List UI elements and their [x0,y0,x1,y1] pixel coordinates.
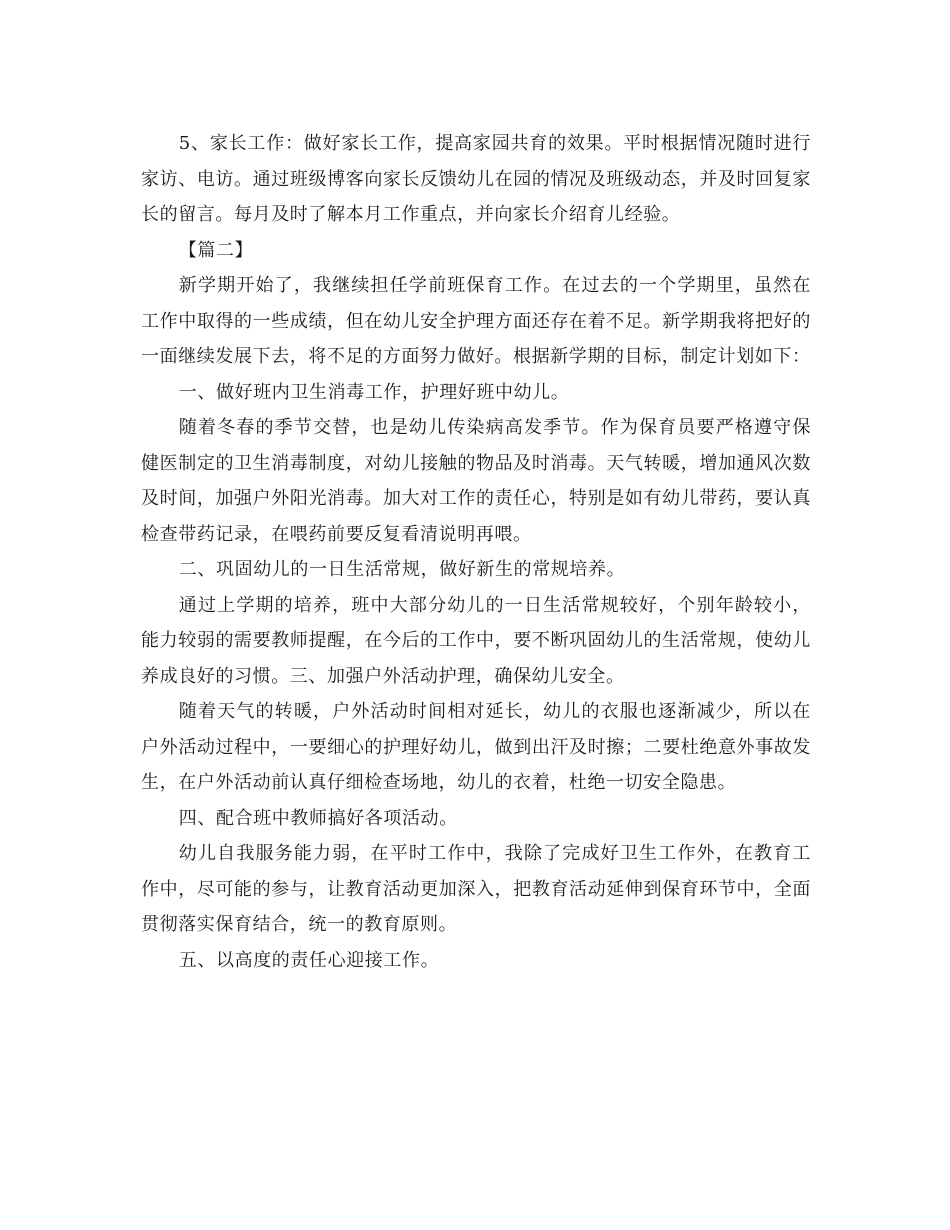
heading-hygiene-disinfection: 一、做好班内卫生消毒工作，护理好班中幼儿。 [178,381,570,403]
paragraph-cooperate-teachers: 幼儿自我服务能力弱，在平时工作中，我除了完成好卫生工作外，在教育工作中，尽可能的参与，让教育活动更加深入，把教育活动延伸到保育环节中，全面贯彻落实保育结合，统一的教育原则。 [141,843,811,935]
paragraph-new-semester-intro: 新学期开始了，我继续担任学前班保育工作。在过去的一个学期里，虽然在工作中取得的一些成绩，但在幼儿安全护理方面还存在着不足。新学期我将把好的一面继续发展下去，将不足的方面努力做好。根据新学期的目标，制定计划如下： [141,275,811,367]
paragraph-daily-routine: 通过上学期的培养，班中大部分幼儿的一日生活常规较好，个别年龄较小，能力较弱的需要教师提醒，在今后的工作中，要不断巩固幼儿的生活常规，使幼儿养成良好的习惯。三、加强户外活动护理，确保幼儿安全。 [141,594,811,687]
heading-cooperate-teachers: 四、配合班中教师搞好各项活动。 [178,807,458,829]
heading-daily-routine: 二、巩固幼儿的一日生活常规，做好新生的常规培养。 [178,559,626,580]
heading-responsibility: 五、以高度的责任心迎接工作。 [178,949,440,971]
section-heading-part-two: 【篇二】 [178,239,254,261]
document-body [141,126,811,978]
paragraph-parent-work: 5、家长工作：做好家长工作，提高家园共育的效果。平时根据情况随时进行家访、电访。通过班级博客向家长反馈幼儿在园的情况及班级动态，并及时回复家长的留言。每月及时了解本月工作重点，并向家长介绍育儿经验。 [141,133,811,225]
paragraph-outdoor-safety: 随着天气的转暖，户外活动时间相对延长，幼儿的衣服也逐渐减少，所以在户外活动过程中，一要细心的护理好幼儿，做到出汗及时擦；二要杜绝意外事故发生，在户外活动前认真仔细检查场地，幼儿的衣着，杜绝一切安全隐患。 [141,701,811,793]
paragraph-hygiene-disinfection: 随着冬春的季节交替，也是幼儿传染病高发季节。作为保育员要严格遵守保健医制定的卫生消毒制度，对幼儿接触的物品及时消毒。天气转暖，增加通风次数及时间，加强户外阳光消毒。加大对工作的责任心，特别是如有幼儿带药，要认真检查带药记录，在喂药前要反复看清说明再喂。 [141,417,811,545]
